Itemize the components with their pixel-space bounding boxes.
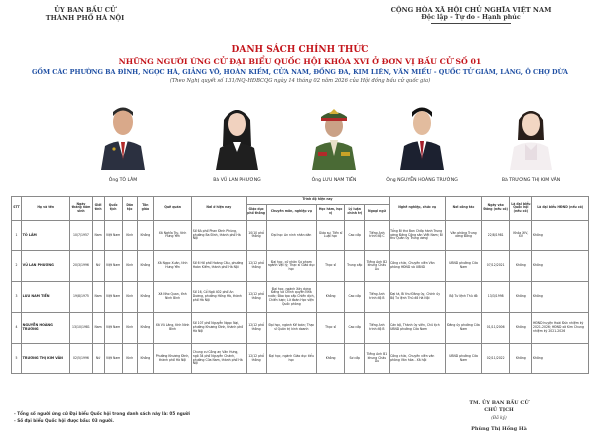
col-header-edu: Giáo dục phổ thông <box>246 204 266 220</box>
cell-stt: 3 <box>12 282 22 313</box>
cell-dob: 13/10/1981 <box>70 312 92 343</box>
cell-religion: Không <box>137 251 153 282</box>
col-header-gender: Giới tính <box>92 197 104 221</box>
signature-org: TM. ỦY BAN BẦU CỬ <box>469 400 529 406</box>
cell-language: Tiếng Anh trình độ B <box>365 282 389 313</box>
cell-religion: Không <box>137 343 153 374</box>
cell-name: TRƯƠNG THỊ KIM VÂN <box>22 343 70 374</box>
cell-ethnic: Kinh <box>122 312 137 343</box>
cell-language: Tiếng Anh trình độ B <box>365 312 389 343</box>
cell-stt: 4 <box>12 312 22 343</box>
candidate-card <box>372 100 472 183</box>
cell-workplace: Văn phòng Trung ương Đảng <box>445 220 481 251</box>
col-header-politics: Lý luận chính trị <box>345 204 365 220</box>
cell-dob: 19/8/1975 <box>70 282 92 313</box>
cell-edu: 12/12 phổ thông <box>246 251 266 282</box>
col-header-nationality: Quốc tịch <box>104 197 122 221</box>
cell-na-delegate: Không <box>510 251 532 282</box>
authority-line1: ỦY BAN BẦU CỬ <box>54 6 116 14</box>
cell-name: VŨ LAN PHƯƠNG <box>22 251 70 282</box>
col-header-hometown: Quê quán <box>153 197 191 221</box>
cell-nationality: Việt Nam <box>104 282 122 313</box>
document-subtitle: NHỮNG NGƯỜI ỨNG CỬ ĐẠI BIỂU QUỐC HỘI KHÓA XVI Ở ĐƠN VỊ BẦU CỬ SỐ 01 <box>118 57 482 66</box>
cell-dob: 02/5/1996 <box>70 343 92 374</box>
col-header-na-delegate: Là đại biểu Quốc hội (nếu có) <box>510 197 532 221</box>
cell-gender: Nữ <box>92 251 104 282</box>
cell-major: Đại học, ngành Kế toán; Thạc sĩ Quản trị kinh doanh <box>266 312 316 343</box>
cell-hometown: Xã Vũ Lăng, tỉnh Ninh Bình <box>153 312 191 343</box>
cell-residence: Chung cư Công an Văn Hưng, ngõ 34 phố Nguyễn Chánh, phường Cửa Nam, thành phố Hà Nội <box>192 343 246 374</box>
cell-hometown: Xã Ngọc Xuân, tỉnh Hưng Yên <box>153 251 191 282</box>
cell-stt: 5 <box>12 343 22 374</box>
cell-degree: Không <box>317 282 345 313</box>
candidate-portrait <box>99 100 147 170</box>
cell-na-delegate: Không <box>510 282 532 313</box>
cell-language: Tiếng Anh B2 khung Châu Âu <box>365 251 389 282</box>
cell-party-date: 07/12/2021 <box>482 251 510 282</box>
footer-seats-count: - Số đại biểu Quốc hội được bầu: 03 người. <box>14 417 114 423</box>
cell-nationality: Việt Nam <box>104 312 122 343</box>
col-header-job: Nghề nghiệp, chức vụ <box>389 197 445 221</box>
cell-politics: Sơ cấp <box>345 343 365 374</box>
issuing-authority <box>20 6 150 22</box>
signature-status: (Đã ký) <box>491 415 507 420</box>
col-header-name: Họ và tên <box>22 197 70 221</box>
cell-council: Không <box>532 220 589 251</box>
candidate-caption: Ông LƯU NAM TIẾN <box>311 178 357 183</box>
candidate-caption: Ông TÔ LÂM <box>108 178 138 183</box>
cell-name: LƯU NAM TIẾN <box>22 282 70 313</box>
resolution-note: (Theo Nghị quyết số 131/NQ-HĐBCQG ngày 14 tháng 02 năm 2026 của Hội đồng bầu cử quốc gia) <box>169 78 431 84</box>
cell-politics: Cao cấp <box>345 312 365 343</box>
candidate-portrait <box>507 100 555 170</box>
cell-job: Đại tá, Bí thư Đảng ủy, Chính ủy Bộ Tư lệnh Thủ đô Hà Nội <box>389 282 445 313</box>
col-header-language: Ngoại ngữ <box>365 204 389 220</box>
cell-edu: 10/10 phổ thông <box>246 220 266 251</box>
col-header-party-date: Ngày vào Đảng (nếu có) <box>482 197 510 221</box>
cell-dob: 10/7/1957 <box>70 220 92 251</box>
candidate-card <box>187 100 287 183</box>
col-header-degree: Học hàm, học vị <box>317 204 345 220</box>
col-header-residence: Nơi ở hiện nay <box>192 197 246 221</box>
cell-gender: Nam <box>92 312 104 343</box>
cell-degree: Thạc sĩ <box>317 312 345 343</box>
col-header-stt: STT <box>12 197 22 221</box>
cell-edu: 12/12 phổ thông <box>246 282 266 313</box>
cell-hometown: Xã Nho Quan, tỉnh Ninh Bình <box>153 282 191 313</box>
candidate-portrait <box>398 100 446 170</box>
cell-stt: 2 <box>12 251 22 282</box>
motto-text: Độc lập - Tự do - Hạnh phúc <box>421 14 521 21</box>
cell-edu: 12/12 phổ thông <box>246 312 266 343</box>
motto-underline <box>431 23 511 24</box>
cell-religion: Không <box>137 220 153 251</box>
cell-workplace: Bộ Tư lệnh Thủ đô <box>445 282 481 313</box>
candidate-card <box>481 100 581 183</box>
col-header-major: Chuyên môn, nghiệp vụ <box>266 204 316 220</box>
cell-politics: Cao cấp <box>345 282 365 313</box>
candidate-caption: Bà VŨ LAN PHƯƠNG <box>213 178 261 183</box>
cell-nationality: Việt Nam <box>104 343 122 374</box>
cell-council: Không <box>532 282 589 313</box>
table-row <box>12 312 589 343</box>
cell-council: HĐND huyện Hoài Đức nhiệm kỳ 2021-2026; HĐND xã Kim Chung nhiệm kỳ 2021-2026 <box>532 312 589 343</box>
candidate-card <box>284 100 384 183</box>
cell-hometown: Xã Nghĩa Trụ, tỉnh Hưng Yên <box>153 220 191 251</box>
cell-job: Công chức, Chuyên viên Văn phòng HĐND và UBND <box>389 251 445 282</box>
cell-na-delegate: Không <box>510 312 532 343</box>
cell-ethnic: Kinh <box>122 220 137 251</box>
cell-job: Công chức, Chuyên viên văn phòng Văn hóa - Xã hội <box>389 343 445 374</box>
cell-ethnic: Kinh <box>122 251 137 282</box>
cell-residence: Số 6 Hồ phố Hoàng Cầu, phường Hoàn Kiếm, thành phố Hà Nội <box>192 251 246 282</box>
cell-major: Đại học, cử nhân Sư phạm ngành Vật lý; Thạc sĩ Giáo dục học <box>266 251 316 282</box>
constituency-area: GỒM CÁC PHƯỜNG BA ĐÌNH, NGỌC HÀ, GIẢNG VÕ, HOÀN KIẾM, CỬA NAM, ĐỐNG ĐA, KIM LIÊN, VĂN MIẾU - QUỐC TỬ GIÁM, LÁNG, Ô CHỢ DỪA <box>31 68 569 76</box>
footer-candidate-count: - Tổng số người ứng cử Đại biểu Quốc hội trong danh sách này là: 05 người <box>14 411 190 416</box>
candidate-card <box>73 100 173 183</box>
cell-ethnic: Kinh <box>122 282 137 313</box>
col-group-education: Trình độ hiện nay <box>246 197 389 205</box>
signature-name: Phùng Thị Hồng Hà <box>471 426 527 432</box>
cell-council: Không <box>532 251 589 282</box>
cell-degree: Giáo sư, Tiến sĩ Luật học <box>317 220 345 251</box>
cell-residence: Số 6A phố Phan Đình Phùng, phường Ba Đình, thành phố Hà Nội <box>192 220 246 251</box>
candidate-photos <box>0 100 600 192</box>
cell-dob: 20/3/1996 <box>70 251 92 282</box>
cell-major: Đại học, ngành Xây dựng Đảng và Chính quyền Nhà nước; Đào tạo cấp Chiến dịch, Chiến lược; Lữ đoàn Học viện Quốc phòng <box>266 282 316 313</box>
cell-gender: Nam <box>92 282 104 313</box>
cell-name: TÔ LÂM <box>22 220 70 251</box>
col-header-dob: Ngày tháng năm sinh <box>70 197 92 221</box>
national-motto <box>356 6 586 24</box>
cell-religion: Không <box>137 282 153 313</box>
footer-notes <box>14 411 190 424</box>
col-header-ethnic: Dân tộc <box>122 197 137 221</box>
cell-residence: Số 107 phố Nguyễn Ngọc Nại, phường Khương Đình, thành phố Hà Nội <box>192 312 246 343</box>
cell-religion: Không <box>137 312 153 343</box>
cell-degree: Thạc sĩ <box>317 251 345 282</box>
cell-stt: 1 <box>12 220 22 251</box>
candidate-caption: Bà TRƯƠNG THỊ KIM VÂN <box>501 178 561 183</box>
table-row <box>12 251 589 282</box>
document-title: DANH SÁCH CHÍNH THỨC <box>231 45 369 55</box>
cell-party-date: 22/8/1981 <box>482 220 510 251</box>
cell-major: Đại học An ninh nhân dân <box>266 220 316 251</box>
cell-workplace: UBND phường Cửa Nam <box>445 343 481 374</box>
col-header-council: Là đại biểu HĐND (nếu có) <box>532 197 589 221</box>
cell-hometown: Phường Khương Đình, thành phố Hà Nội <box>153 343 191 374</box>
cell-job: Tổng Bí thư Ban Chấp hành Trung ương Đảng Cộng sản Việt Nam; Bí thư Quân ủy Trung ương <box>389 220 445 251</box>
table-row <box>12 220 589 251</box>
signature-block <box>434 400 564 433</box>
candidate-caption: Ông NGUYỄN HOÀNG TRƯỜNG <box>386 178 458 183</box>
cell-edu: 12/12 phổ thông <box>246 343 266 374</box>
cell-name: NGUYỄN HOÀNG TRƯỜNG <box>22 312 70 343</box>
col-header-workplace: Nơi công tác <box>445 197 481 221</box>
cell-gender: Nam <box>92 220 104 251</box>
cell-nationality: Việt Nam <box>104 251 122 282</box>
cell-nationality: Việt Nam <box>104 220 122 251</box>
cell-job: Cán bộ, Thành ủy viên, Chủ tịch UBND phường Cửa Nam <box>389 312 445 343</box>
cell-degree: Không <box>317 343 345 374</box>
cell-na-delegate: Không <box>510 343 532 374</box>
cell-major: Đại học, ngành Giáo dục tiểu học <box>266 343 316 374</box>
cell-language: Tiếng Anh trình độ C <box>365 220 389 251</box>
cell-language: Tiếng Anh B1 khung Châu Âu <box>365 343 389 374</box>
cell-party-date: 02/11/2022 <box>482 343 510 374</box>
cell-workplace: UBND phường Cửa Nam <box>445 251 481 282</box>
candidate-table-container <box>11 196 589 374</box>
cell-politics: Cao cấp <box>345 220 365 251</box>
candidate-portrait <box>310 100 358 170</box>
col-header-religion: Tôn giáo <box>137 197 153 221</box>
cell-council: Không <box>532 343 589 374</box>
cell-politics: Trung cấp <box>345 251 365 282</box>
cell-gender: Nữ <box>92 343 104 374</box>
candidate-table-body <box>12 220 589 374</box>
candidate-table <box>11 196 589 374</box>
cell-party-date: 01/11/2006 <box>482 312 510 343</box>
cell-workplace: Đảng ủy phường Cửa Nam <box>445 312 481 343</box>
document-title-block <box>0 45 600 85</box>
signature-title: CHỦ TỊCH <box>484 407 514 413</box>
table-row <box>12 343 589 374</box>
cell-na-delegate: Khóa XIV, XV <box>510 220 532 251</box>
country-name: CỘNG HÒA XÃ HỘI CHỦ NGHĨA VIỆT NAM <box>390 6 552 14</box>
cell-party-date: 13/3/1998 <box>482 282 510 313</box>
cell-residence: Số 16, Cổ Ngõ 402 phố An Dương, phường Hồng Hà, thành phố Hà Nội <box>192 282 246 313</box>
authority-line2: THÀNH PHỐ HÀ NỘI <box>45 14 125 22</box>
table-row <box>12 282 589 313</box>
cell-ethnic: Kinh <box>122 343 137 374</box>
candidate-portrait <box>213 100 261 170</box>
